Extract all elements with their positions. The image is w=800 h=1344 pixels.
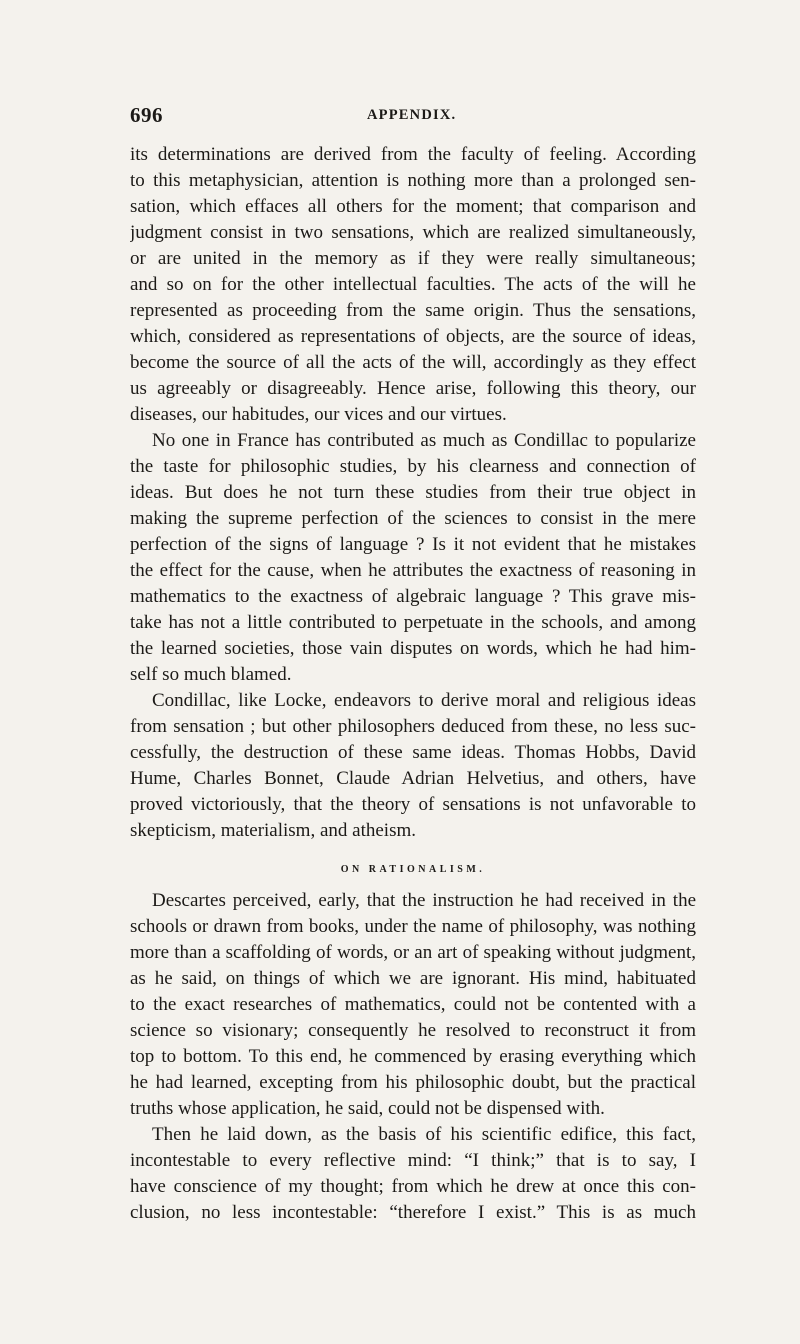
paragraph-1 [130, 142, 696, 428]
text-line: top to bottom. To this end, he commenced by erasing everything which [130, 1046, 696, 1067]
text-line: diseases, our habitudes, our vices and our virtues. [130, 404, 507, 425]
text-line: science so visionary; consequently he resolved to reconstruct it from [130, 1020, 696, 1041]
page-number: 696 [130, 103, 163, 127]
body-text [130, 142, 696, 1226]
text-line: skepticism, materialism, and atheism. [130, 820, 416, 841]
text-line: clusion, no less incontestable: “therefore I exist.” This is as much [130, 1202, 696, 1223]
running-head: APPENDIX. [367, 107, 457, 123]
text-line: the taste for philosophic studies, by his clearness and connection of [130, 456, 696, 477]
text-line: Condillac, like Locke, endeavors to derive moral and religious ideas [152, 690, 696, 711]
paragraph-3 [130, 688, 696, 844]
text-line: become the source of all the acts of the will, accordingly as they effect [130, 352, 696, 373]
text-line: to the exact researches of mathematics, could not be contented with a [130, 994, 696, 1015]
paragraph-2 [130, 428, 696, 688]
text-line: ideas. But does he not turn these studies from their true object in [130, 482, 696, 503]
text-line: take has not a little contributed to perpetuate in the schools, and among [130, 612, 696, 633]
text-line: self so much blamed. [130, 664, 292, 685]
text-line: cessfully, the destruction of these same ideas. Thomas Hobbs, David [130, 742, 696, 763]
text-line: the learned societies, those vain disputes on words, which he had him- [130, 638, 696, 659]
text-line: represented as proceeding from the same origin. Thus the sensations, [130, 300, 696, 321]
text-line: which, considered as representations of objects, are the source of ideas, [130, 326, 696, 347]
text-line: the effect for the cause, when he attributes the exactness of reasoning in [130, 560, 696, 581]
page-header [130, 103, 690, 133]
text-line: as he said, on things of which we are ignorant. His mind, habituated [130, 968, 696, 989]
text-line: and so on for the other intellectual faculties. The acts of the will he [130, 274, 696, 295]
text-line: schools or drawn from books, under the name of philosophy, was nothing [130, 916, 696, 937]
text-line: from sensation ; but other philosophers deduced from these, no less suc- [130, 716, 696, 737]
text-line: judgment consist in two sensations, which are realized simultaneously, [130, 222, 696, 243]
text-line: making the supreme perfection of the sciences to consist in the mere [130, 508, 696, 529]
text-line: Descartes perceived, early, that the instruction he had received in the [152, 890, 696, 911]
text-line: us agreeably or disagreeably. Hence arise, following this theory, our [130, 378, 696, 399]
paragraph-4 [130, 888, 696, 1122]
text-line: have conscience of my thought; from which he drew at once this con- [130, 1176, 696, 1197]
text-line: Then he laid down, as the basis of his scientific edifice, this fact, [152, 1124, 696, 1145]
text-line: proved victoriously, that the theory of sensations is not unfavorable to [130, 794, 696, 815]
text-line: perfection of the signs of language ? Is it not evident that he mistakes [130, 534, 696, 555]
text-line: truths whose application, he said, could not be dispensed with. [130, 1098, 605, 1119]
paragraph-5 [130, 1122, 696, 1226]
text-line: to this metaphysician, attention is nothing more than a prolonged sen- [130, 170, 696, 191]
text-line: mathematics to the exactness of algebraic language ? This grave mis- [130, 586, 696, 607]
text-line: incontestable to every reflective mind: “I think;” that is to say, I [130, 1150, 696, 1171]
text-line: sation, which effaces all others for the moment; that comparison and [130, 196, 696, 217]
text-line: Hume, Charles Bonnet, Claude Adrian Helvetius, and others, have [130, 768, 696, 789]
text-line: No one in France has contributed as much as Condillac to popularize [152, 430, 696, 451]
text-line: its determinations are derived from the faculty of feeling. According [130, 144, 696, 165]
spacer [130, 844, 696, 858]
text-line: he had learned, excepting from his philosophic doubt, but the practical [130, 1072, 696, 1093]
section-heading: ON RATIONALISM. [340, 864, 486, 875]
text-line: or are united in the memory as if they were really simultaneous; [130, 248, 696, 269]
text-line: more than a scaffolding of words, or an art of speaking without judgment, [130, 942, 696, 963]
